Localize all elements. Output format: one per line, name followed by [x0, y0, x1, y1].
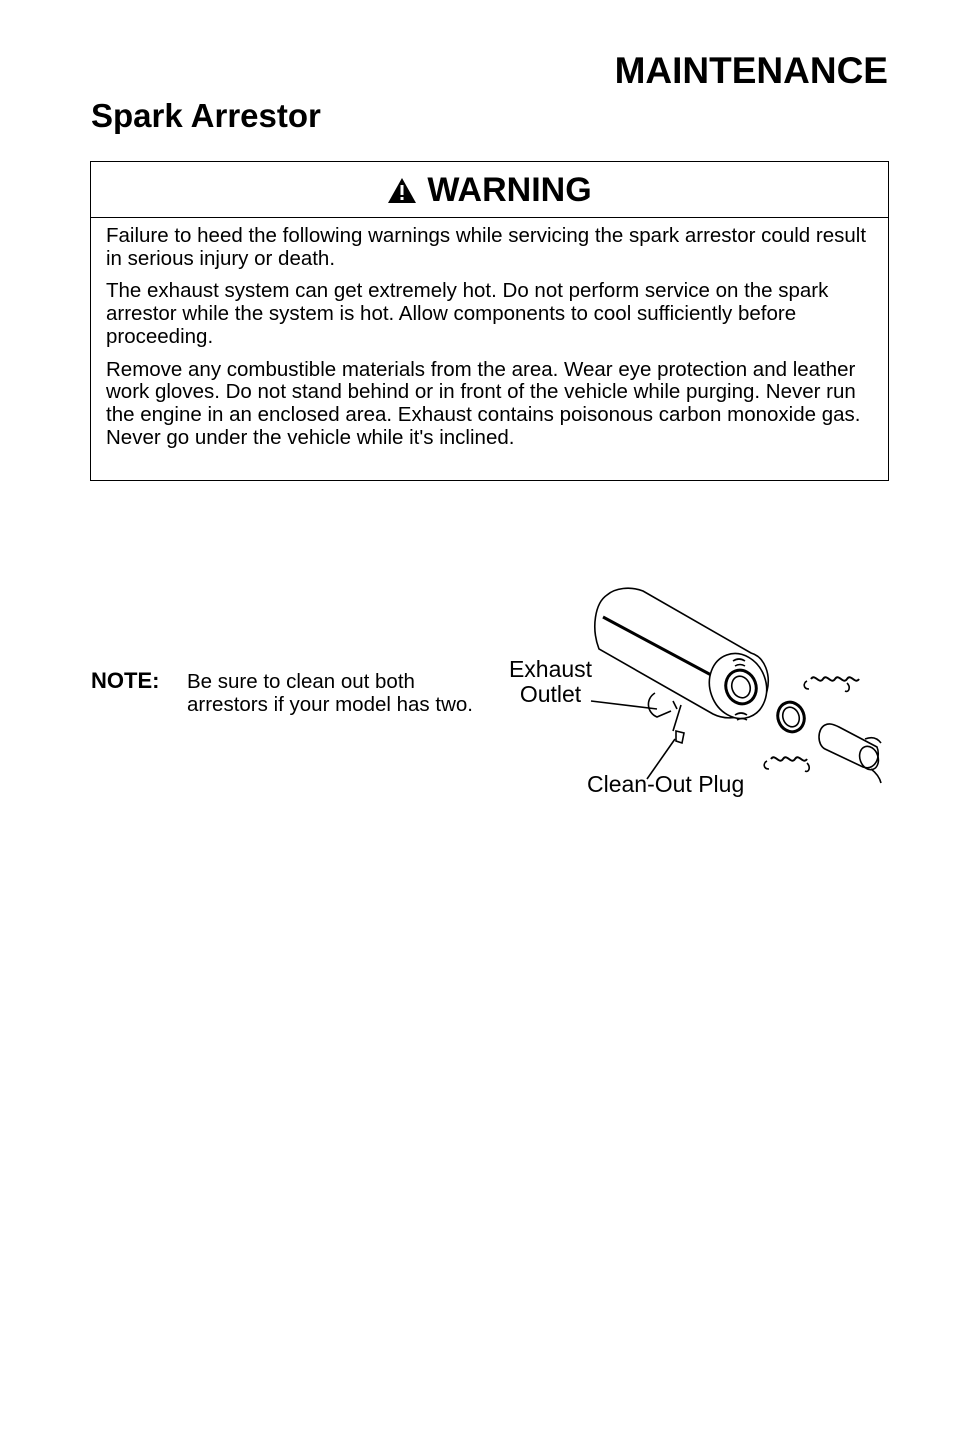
exhaust-outlet-label — [503, 657, 598, 707]
chapter-title: MAINTENANCE — [614, 50, 888, 91]
exhaust-outlet-label-line1: Exhaust — [508, 656, 593, 682]
warning-header — [91, 162, 888, 218]
warning-body — [91, 218, 888, 449]
note-label: NOTE: — [91, 668, 160, 693]
clean-out-plug-label: Clean-Out Plug — [587, 771, 745, 797]
warning-label: WARNING — [427, 170, 592, 209]
warning-paragraph: Remove any combustible materials from the area. Wear eye protection and leather work gloves. Do not stand behind or in front of the vehicle while purging. Never run the engine in an enclosed area. Exhaust contains poisonous carbon monoxide gas. Never go under the vehicle while it's inclined. — [106, 357, 861, 449]
warning-paragraph: Failure to heed the following warnings while servicing the spark arrestor could result in serious injury or death. — [106, 224, 867, 270]
spark-arrestor-figure — [495, 583, 895, 808]
warning-paragraph: The exhaust system can get extremely hot. Do not perform service on the spark arrestor while the system is hot. Allow components to cool sufficiently before proceeding. — [106, 279, 829, 348]
warning-triangle-icon — [387, 177, 417, 204]
exhaust-outlet-label-line2: Outlet — [519, 681, 582, 707]
warning-box — [90, 161, 889, 481]
note-text: Be sure to clean out both arrestors if your model has two. — [187, 670, 473, 716]
section-title: Spark Arrestor — [91, 97, 321, 134]
